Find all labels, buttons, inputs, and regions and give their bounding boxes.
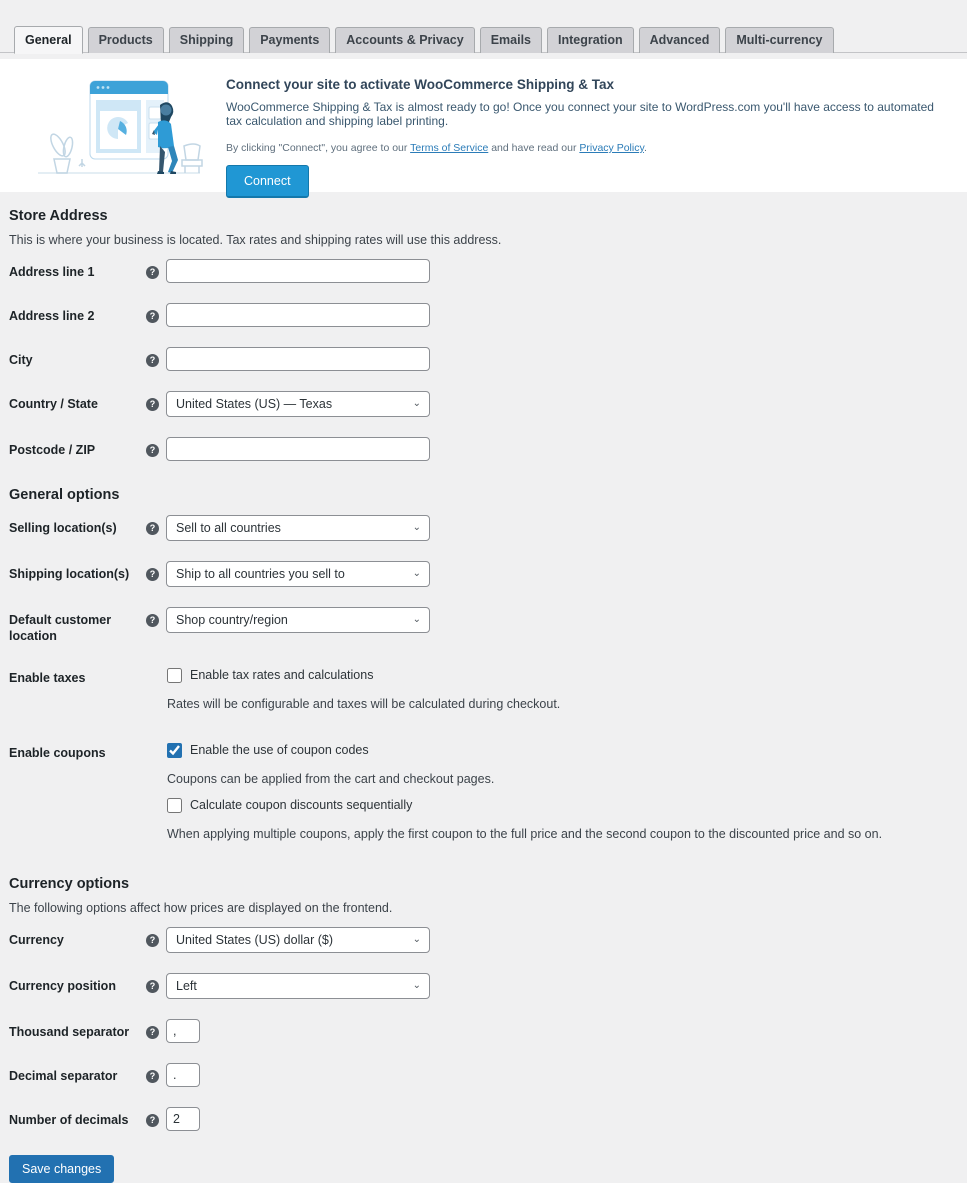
currency-position-label: Currency position: [9, 978, 116, 993]
selling-location-selected-value: Sell to all countries: [176, 521, 281, 535]
tab-advanced[interactable]: Advanced: [639, 27, 721, 53]
currency-select[interactable]: [166, 927, 430, 953]
enable-taxes-checkbox-label[interactable]: Enable tax rates and calculations: [190, 668, 374, 682]
decimal-separator-input[interactable]: [166, 1063, 200, 1087]
shipping-location-label: Shipping location(s): [9, 567, 130, 581]
selling-location-label: Selling location(s): [9, 521, 117, 535]
chevron-down-icon: ⌄: [412, 933, 421, 945]
address-line-2-label: Address line 2: [9, 309, 95, 323]
terms-of-service-link[interactable]: Terms of Service: [410, 142, 489, 154]
postcode-input[interactable]: [166, 437, 430, 461]
legal-middle: and have read our: [488, 142, 580, 154]
plant-decoration: [48, 132, 85, 173]
chevron-down-icon: ⌄: [412, 614, 421, 625]
city-row: [9, 337, 957, 381]
tab-payments[interactable]: Payments: [249, 27, 330, 53]
country-state-select[interactable]: [166, 391, 430, 417]
enable-coupons-checkbox[interactable]: [167, 743, 182, 758]
help-icon[interactable]: ?: [146, 1114, 159, 1127]
store-address-description: This is where your business is located. Tax rates and shipping rates will use this address.: [9, 233, 502, 247]
number-of-decimals-label: Number of decimals: [9, 1112, 129, 1127]
default-customer-location-label: Default customer location: [9, 613, 112, 644]
help-icon[interactable]: ?: [146, 310, 159, 323]
selling-location-row: [9, 505, 957, 551]
tab-multi-currency[interactable]: Multi-currency: [725, 27, 833, 53]
currency-position-row: [9, 963, 957, 1009]
tab-integration[interactable]: Integration: [547, 27, 634, 53]
currency-options-heading: Currency options: [9, 875, 130, 892]
shipping-location-select[interactable]: [166, 561, 430, 587]
chevron-down-icon: ⌄: [412, 398, 421, 409]
currency-options-description: The following options affect how prices are displayed on the frontend.: [9, 900, 393, 915]
default-customer-location-select[interactable]: [166, 607, 430, 633]
general-options-heading: General options: [9, 487, 120, 503]
sequential-coupon-discounts-checkbox[interactable]: [167, 798, 182, 813]
banner-legal-text: [226, 142, 947, 154]
settings-tabbar: [0, 0, 967, 53]
thousand-separator-label: Thousand separator: [9, 1024, 130, 1039]
country-state-label: Country / State: [9, 397, 98, 411]
currency-row: [9, 917, 957, 963]
enable-coupons-label: Enable coupons: [9, 745, 106, 760]
decimal-separator-row: [9, 1053, 957, 1097]
chevron-down-icon: ⌄: [412, 979, 421, 991]
chair-decoration: [182, 144, 202, 173]
save-changes-button[interactable]: Save changes: [9, 1155, 114, 1183]
enable-coupons-row: [9, 730, 957, 860]
sequential-coupon-discounts-checkbox-label[interactable]: Calculate coupon discounts sequentially: [190, 798, 413, 812]
help-icon[interactable]: ?: [146, 1070, 159, 1083]
shipping-tax-illustration: [30, 67, 208, 184]
default-customer-location-row: [9, 597, 957, 655]
country-state-row: [9, 381, 957, 427]
number-of-decimals-input[interactable]: [166, 1107, 200, 1131]
banner-description: WooCommerce Shipping & Tax is almost ready to go! Once you connect your site to WordPress.com you'll have access to automated tax calculation and shipping label printing.: [226, 100, 934, 128]
help-icon[interactable]: ?: [146, 398, 159, 411]
thousand-separator-row: [9, 1009, 957, 1053]
help-icon[interactable]: ?: [146, 354, 159, 367]
connect-button[interactable]: Connect: [226, 165, 309, 198]
connect-banner: [0, 59, 967, 192]
enable-taxes-description: Rates will be configurable and taxes will be calculated during checkout.: [167, 696, 561, 711]
postcode-label: Postcode / ZIP: [9, 443, 96, 457]
enable-coupons-description: Coupons can be applied from the cart and checkout pages.: [167, 771, 495, 786]
help-icon[interactable]: ?: [146, 614, 159, 627]
currency-selected-value: United States (US) dollar ($): [176, 932, 334, 947]
tab-products[interactable]: Products: [88, 27, 164, 53]
shipping-location-row: [9, 551, 957, 597]
postcode-row: [9, 427, 957, 471]
help-icon[interactable]: ?: [146, 444, 159, 457]
enable-taxes-row: [9, 655, 957, 730]
tab-shipping[interactable]: Shipping: [169, 27, 244, 53]
enable-taxes-checkbox[interactable]: [167, 668, 182, 683]
selling-location-select[interactable]: [166, 515, 430, 541]
number-of-decimals-row: [9, 1097, 957, 1141]
sequential-coupon-discounts-description: When applying multiple coupons, apply the first coupon to the full price and the second coupon to the discounted price and so on.: [167, 826, 883, 841]
legal-prefix: By clicking "Connect", you agree to our: [226, 142, 411, 154]
country-state-selected-value: United States (US) — Texas: [176, 397, 333, 411]
city-label: City: [9, 353, 33, 367]
tab-accounts-privacy[interactable]: Accounts & Privacy: [335, 27, 474, 53]
enable-taxes-label: Enable taxes: [9, 670, 86, 685]
chevron-down-icon: ⌄: [412, 568, 421, 579]
city-input[interactable]: [166, 347, 430, 371]
help-icon[interactable]: ?: [146, 1026, 159, 1039]
legal-suffix: .: [643, 142, 647, 154]
currency-position-select[interactable]: [166, 973, 430, 999]
banner-title: Connect your site to activate WooCommerce Shipping & Tax: [226, 77, 615, 92]
address-line-2-row: [9, 293, 957, 337]
address-line-2-input[interactable]: [166, 303, 430, 327]
address-line-1-label: Address line 1: [9, 265, 95, 279]
enable-coupons-checkbox-label[interactable]: Enable the use of coupon codes: [190, 743, 369, 757]
help-icon[interactable]: ?: [146, 934, 159, 947]
currency-label: Currency: [9, 932, 64, 947]
privacy-policy-link[interactable]: Privacy Policy: [579, 142, 644, 154]
chevron-down-icon: ⌄: [412, 522, 421, 533]
address-line-1-input[interactable]: [166, 259, 430, 283]
settings-content: [0, 192, 967, 1183]
help-icon[interactable]: ?: [146, 522, 159, 535]
help-icon[interactable]: ?: [146, 980, 159, 993]
default-customer-location-selected-value: Shop country/region: [176, 613, 288, 627]
thousand-separator-input[interactable]: [166, 1019, 200, 1043]
tab-general[interactable]: General: [14, 26, 83, 54]
currency-position-selected-value: Left: [176, 978, 197, 993]
address-line-1-row: [9, 249, 957, 293]
tab-emails[interactable]: Emails: [480, 27, 542, 53]
shipping-location-selected-value: Ship to all countries you sell to: [176, 567, 345, 581]
help-icon[interactable]: ?: [146, 568, 159, 581]
store-address-heading: Store Address: [9, 208, 108, 224]
browser-window: [90, 81, 168, 159]
decimal-separator-label: Decimal separator: [9, 1068, 118, 1083]
help-icon[interactable]: ?: [146, 266, 159, 279]
